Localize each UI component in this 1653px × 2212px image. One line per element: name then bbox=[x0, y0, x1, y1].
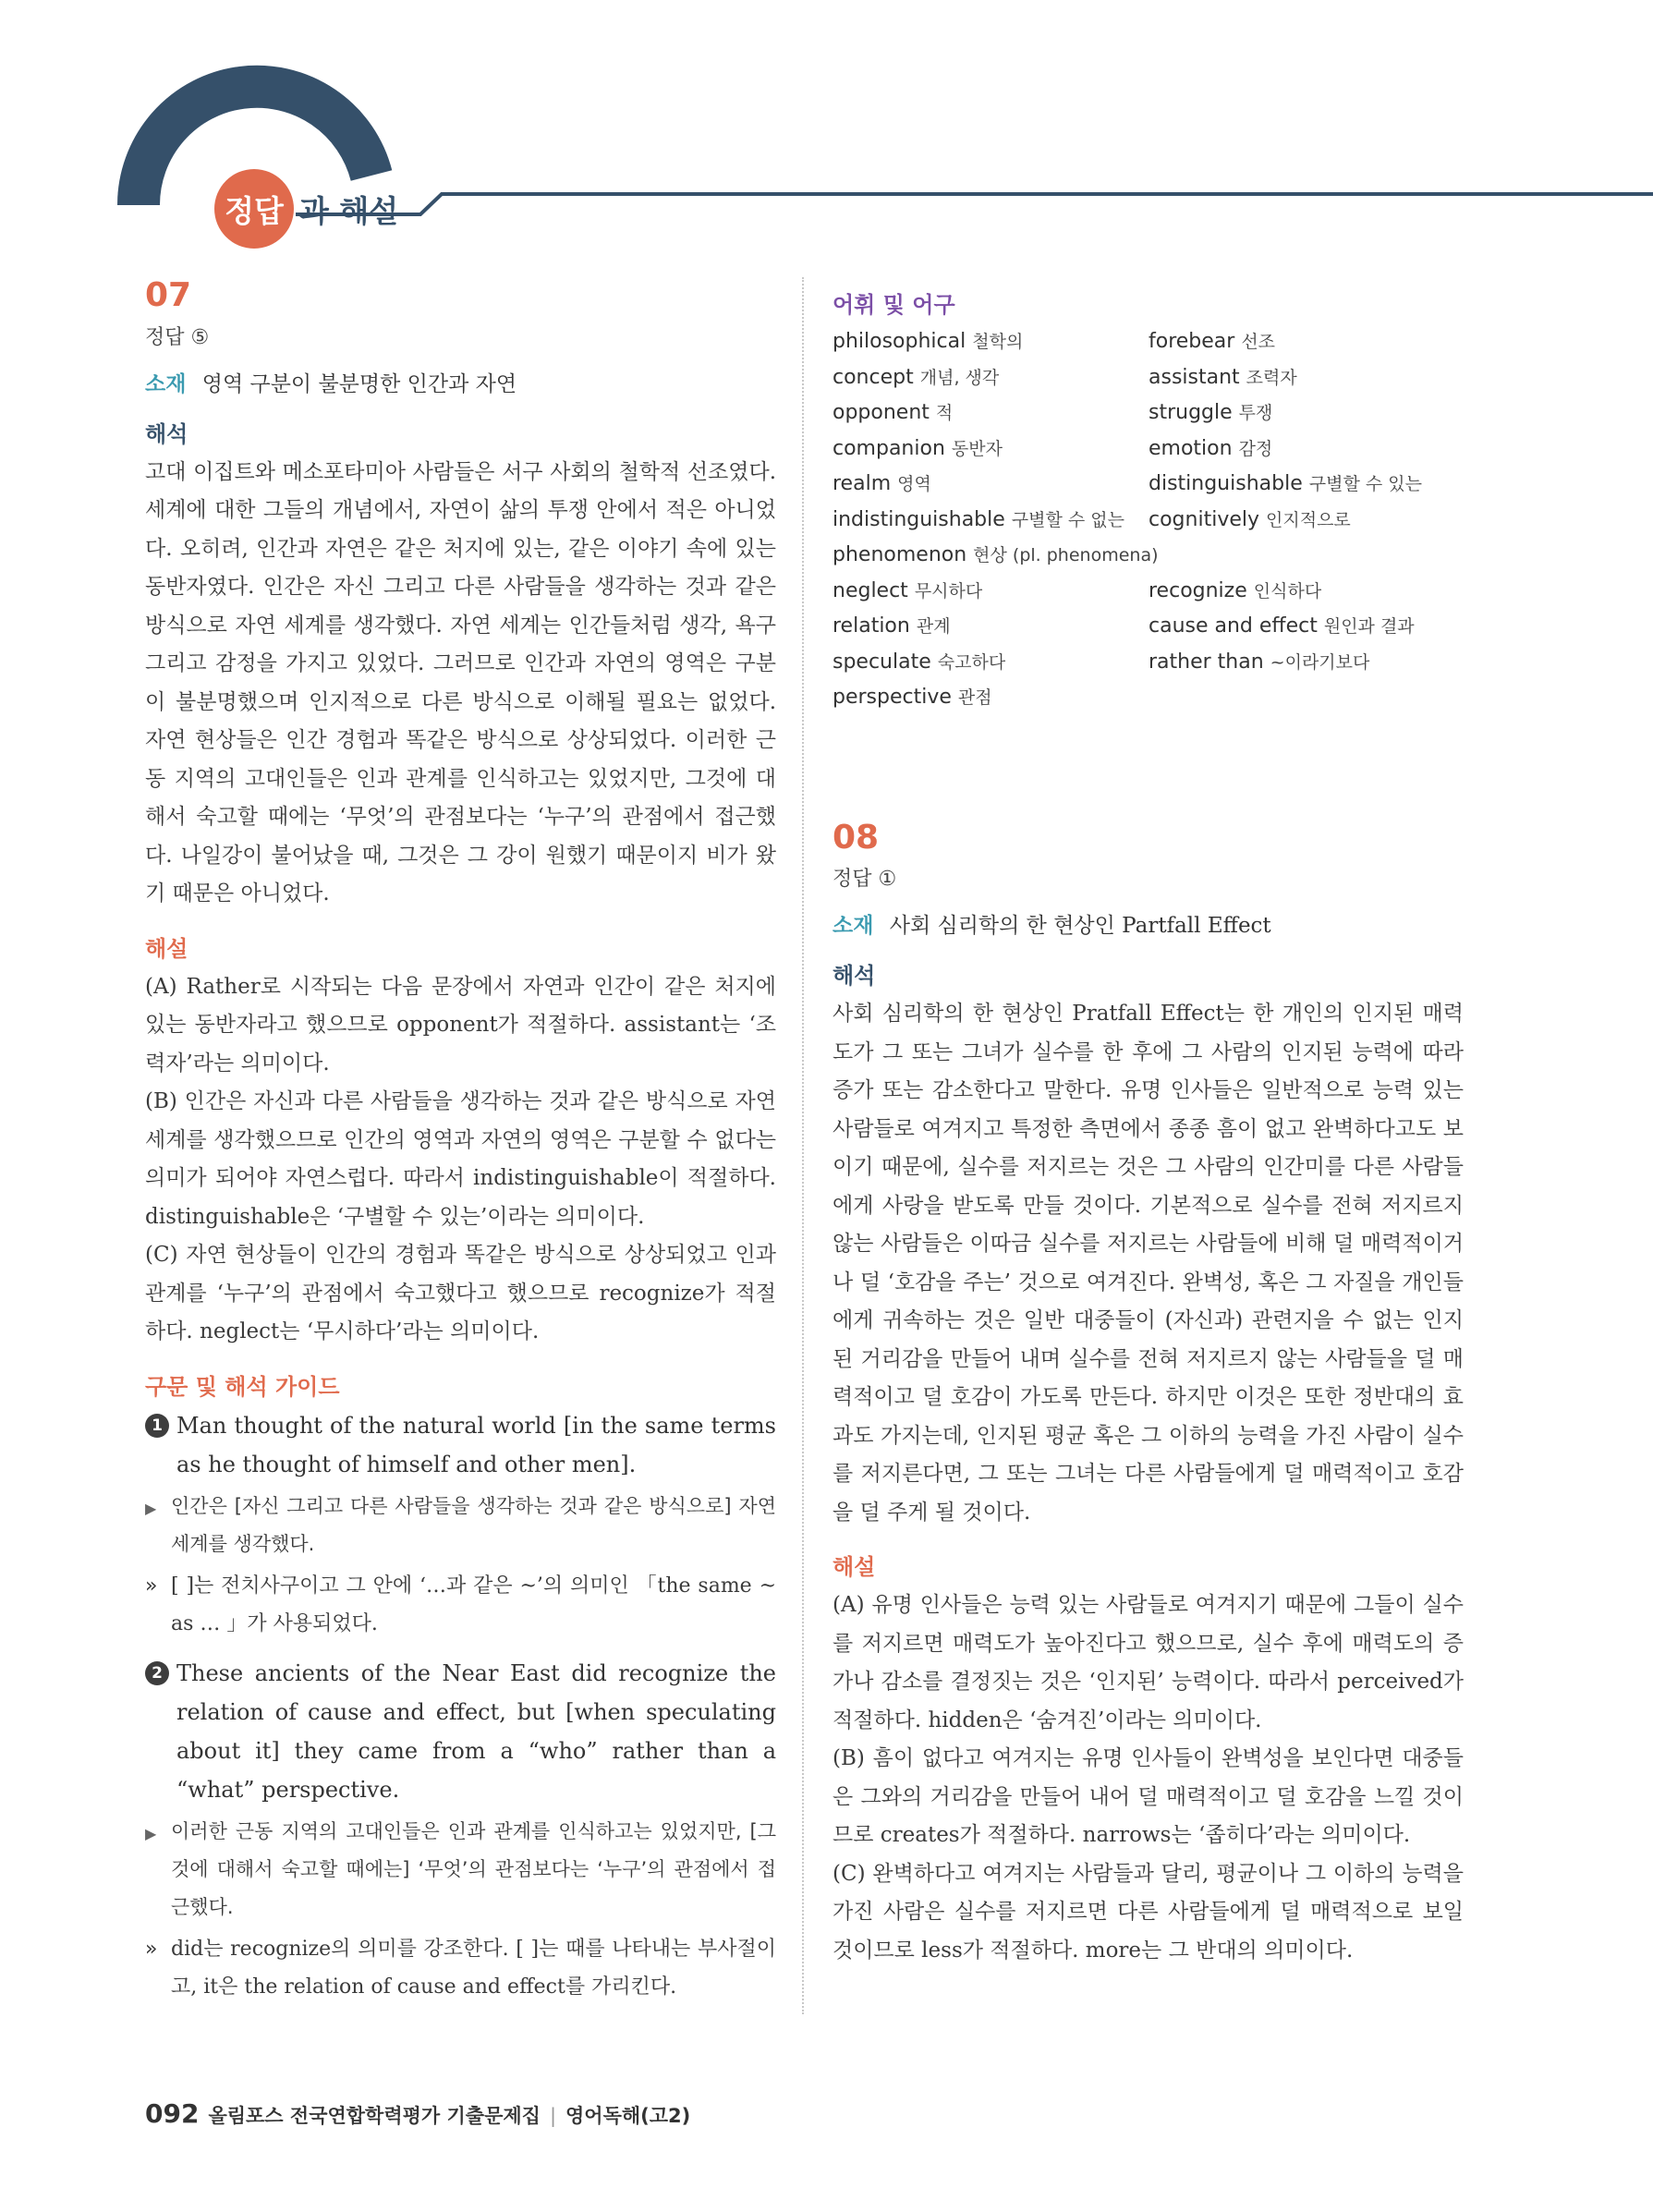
vocab-meaning: 영역 bbox=[897, 474, 931, 494]
page-header bbox=[0, 0, 1653, 240]
vocab-word: concept bbox=[833, 365, 914, 389]
explanation-b: (B) 인간은 자신과 다른 사람들을 생각하는 것과 같은 방식으로 자연 세계를 생각했으므로 인간의 영역과 자연의 영역은 구분할 수 없다는 의미가 되어야 자연스럽다. 따라서 indistinguishable이 적절하다. distinguishable은 ‘구별할 수 있는’이라는 의미이다. bbox=[145, 1089, 776, 1229]
vocab-meaning: 동반자 bbox=[951, 438, 1003, 459]
header-title-text: 과 해설 bbox=[299, 192, 399, 229]
explanation-title: 해설 bbox=[833, 1554, 876, 1581]
guide-title: 구문 및 해석 가이드 bbox=[145, 1373, 340, 1400]
footer-separator: | bbox=[549, 2105, 557, 2127]
vocab-item bbox=[1149, 324, 1464, 360]
explanation-a: (A) Rather로 시작되는 다음 문장에서 자연과 인간이 같은 처지에 있는 동반자라고 했으므로 opponent가 적절하다. assistant는 ‘조력자’라는 의미이다. bbox=[145, 974, 776, 1076]
question-number: 07 bbox=[145, 276, 192, 314]
vocab-item bbox=[833, 609, 1149, 645]
vocab-meaning: 숙고하다 bbox=[937, 651, 1006, 673]
topic-label: 소재 bbox=[833, 914, 874, 939]
vocab-word: speculate bbox=[833, 650, 931, 674]
vocab-word: emotion bbox=[1149, 436, 1233, 460]
guide-note-text-2: did는 recognize의 의미를 강조한다. [ ]는 때를 나타내는 부사절이고, it은 the relation of cause and effect를 가리킨다. bbox=[171, 1937, 776, 1999]
guide-translation-text-1: 인간은 [자신 그리고 다른 사람들을 생각하는 것과 같은 방식으로] 자연 세계를 생각했다. bbox=[171, 1494, 776, 1555]
vocab-meaning: 인식하다 bbox=[1253, 580, 1322, 602]
translation-title: 해석 bbox=[145, 420, 188, 447]
answer-line: 정답 ⑤ bbox=[145, 325, 210, 349]
vocab-item bbox=[1149, 360, 1464, 396]
vocab-item bbox=[833, 574, 1149, 610]
header-badge: 정답 bbox=[214, 169, 294, 249]
vocab-meaning: 적 bbox=[935, 403, 954, 423]
explanation-c: (C) 완벽하다고 여겨지는 사람들과 달리, 평균이나 그 이하의 능력을 가진 사람은 실수를 저지르면 다른 사람들에게 덜 매력적으로 보일 것이므로 less가 적절하다. more는 그 반대의 의미이다. bbox=[833, 1861, 1464, 1963]
double-chevron-icon: » bbox=[145, 1574, 158, 1598]
vocab-word: companion bbox=[833, 436, 945, 460]
vocab-word: distinguishable bbox=[1149, 472, 1303, 495]
translation-title: 해석 bbox=[833, 963, 876, 990]
vocab-meaning: 구별할 수 없는 bbox=[1011, 509, 1125, 530]
vocab-meaning: 관계 bbox=[916, 616, 951, 637]
guide-translation-2 bbox=[145, 1813, 776, 1926]
guide-english-2: These ancients of the Near East did recognize the relation of cause and effect, but [when speculating about it] they came from a “who” rather than a “what” perspective. bbox=[176, 1659, 776, 1803]
vocab-meaning: 원인과 결과 bbox=[1323, 616, 1415, 637]
vocab-item bbox=[1149, 431, 1464, 468]
vocab-item bbox=[833, 680, 1464, 716]
vocab-meaning: ~이라기보다 bbox=[1270, 651, 1370, 673]
vocab-item bbox=[833, 503, 1149, 539]
column-divider bbox=[802, 277, 804, 2014]
vocab-item bbox=[1149, 645, 1464, 681]
vocab-item bbox=[833, 538, 1464, 574]
guide-note-text-1: [ ]는 전치사구이고 그 안에 ‘…과 같은 ~’의 의미인 「the same ~ as … 」가 사용되었다. bbox=[171, 1574, 776, 1635]
guide-sentence-2 bbox=[145, 1654, 776, 1809]
vocab-item bbox=[833, 395, 1149, 431]
vocab-title: 어휘 및 어구 bbox=[833, 292, 955, 318]
guide-number-1: 1 bbox=[145, 1414, 169, 1438]
right-column bbox=[833, 277, 1464, 1970]
explanation-a: (A) 유명 인사들은 능력 있는 사람들로 여겨지기 때문에 그들이 실수를 저지르면 매력도가 높아진다고 했으므로, 실수 후에 매력도의 증가나 감소를 결정짓는 것은 ‘인지된’ 능력이다. 따라서 perceived가 적절하다. hidden은 ‘숨겨진’이라는 의미이다. bbox=[833, 1593, 1464, 1732]
guide-translation-1 bbox=[145, 1488, 776, 1563]
page-number: 092 bbox=[145, 2098, 200, 2129]
vocab-word: forebear bbox=[1149, 330, 1235, 353]
vocab-word: cause and effect bbox=[1149, 614, 1318, 638]
vocab-item bbox=[1149, 395, 1464, 431]
header-title bbox=[214, 169, 398, 249]
translation-text: 고대 이집트와 메소포타미아 사람들은 서구 사회의 철학적 선조였다. 세계에 대한 그들의 개념에서, 자연이 삶의 투쟁 안에서 적은 아니었다. 오히려, 인간과 자연은 같은 처지에 있는, 같은 이야기 속에 있는 동반자였다. 인간은 자신 그리고 다른 사람들을 생각하는 것과 같은 방식으로 자연 세계를 생각했다. 자연 세계는 인간들처럼 생각, 욕구 그리고 감정을 가지고 있었다. 그러므로 인간과 자연의 영역은 구분이 불분명했으며 인지적으로 다른 방식으로 이해될 필요는 없었다. 자연 현상들은 인간 경험과 똑같은 방식으로 상상되었다. 이러한 근동 지역의 고대인들은 인과 관계를 인식하고는 있었지만, 그것에 대해서 숙고할 때에는 ‘무엇’의 관점보다는 ‘누구’의 관점에서 접근했다. 나일강이 불어났을 때, 그것은 그 강이 원했기 때문이지 비가 왔기 때문은 아니었다. bbox=[145, 459, 776, 906]
subject-title: 영어독해(고2) bbox=[565, 2105, 691, 2127]
vocab-word: struggle bbox=[1149, 401, 1233, 424]
vocab-meaning: 감정 bbox=[1238, 438, 1273, 459]
vocab-item bbox=[1149, 467, 1464, 503]
vocab-word: recognize bbox=[1149, 578, 1247, 602]
vocab-item bbox=[1149, 609, 1464, 645]
vocab-item bbox=[833, 467, 1149, 503]
question-07 bbox=[145, 277, 776, 2006]
vocab-item bbox=[1149, 574, 1464, 610]
vocab-word: indistinguishable bbox=[833, 507, 1005, 531]
topic-label: 소재 bbox=[145, 371, 187, 396]
vocab-meaning: 투쟁 bbox=[1238, 403, 1273, 423]
triangle-icon: ▶ bbox=[145, 1499, 157, 1517]
vocab-meaning: 철학의 bbox=[972, 332, 1024, 352]
topic-line bbox=[833, 908, 1464, 939]
guide-sentence-1 bbox=[145, 1406, 776, 1484]
question-08 bbox=[833, 820, 1464, 1971]
topic-line bbox=[145, 367, 776, 397]
vocab-meaning: 선조 bbox=[1241, 332, 1276, 352]
vocab-word: philosophical bbox=[833, 330, 966, 353]
topic-text: 사회 심리학의 한 현상인 Partfall Effect bbox=[889, 914, 1271, 939]
vocab-word: rather than bbox=[1149, 650, 1264, 674]
vocab-meaning: 관점 bbox=[957, 687, 992, 708]
vocab-word: opponent bbox=[833, 401, 930, 424]
vocab-word: assistant bbox=[1149, 365, 1240, 389]
vocab-word: cognitively bbox=[1149, 507, 1260, 531]
vocab-list bbox=[833, 324, 1464, 716]
vocab-item bbox=[833, 431, 1149, 468]
translation-text: 사회 심리학의 한 현상인 Pratfall Effect는 한 개인의 인지된 매력도가 그 또는 그녀가 실수를 한 후에 그 사람의 인지된 능력에 따라 증가 또는 감소한다고 말한다. 유명 인사들은 일반적으로 능력 있는 사람들로 여겨지고 특정한 측면에서 종종 흠이 없고 완벽하다고도 보이기 때문에, 실수를 저지르는 것은 그 사람의 인간미를 다른 사람들에게 사랑을 받도록 만들 것이다. 기본적으로 실수를 전혀 저지르지 않는 사람들은 이따금 실수를 저지르는 사람들에 비해 덜 매력적이거나 덜 ‘호감을 주는’ 것으로 여겨진다. 완벽성, 혹은 그 자질을 개인들에게 귀속하는 것은 일반 대중들이 (자신과) 관련지을 수 없는 인지된 거리감을 만들어 내며 실수를 전혀 저지르지 않는 사람들을 덜 매력적이고 덜 호감이 가도록 만든다. 하지만 이것은 또한 정반대의 효과도 가지는데, 인지된 평균 혹은 그 이하의 능력을 가진 사람이 실수를 저지른다면, 그 또는 그녀는 다른 사람들에게 덜 매력적이고 호감을 덜 주게 될 것이다. bbox=[833, 1002, 1464, 1525]
explanation-b: (B) 흠이 없다고 여겨지는 유명 인사들이 완벽성을 보인다면 대중들은 그와의 거리감을 만들어 내어 덜 매력적이고 덜 호감을 느낄 것이므로 creates가 적절하다. narrows는 ‘좁히다’라는 의미이다. bbox=[833, 1746, 1464, 1848]
guide-number-2: 2 bbox=[145, 1661, 169, 1685]
vocab-item bbox=[1149, 503, 1464, 539]
guide-translation-text-2: 이러한 근동 지역의 고대인들은 인과 관계를 인식하고는 있었지만, [그것에 대해서 숙고할 때에는] ‘무엇’의 관점보다는 ‘누구’의 관점에서 접근했다. bbox=[171, 1819, 776, 1918]
guide-english-1: Man thought of the natural world [in the same terms as he thought of himself and other men]. bbox=[176, 1412, 776, 1477]
explanation-title: 해설 bbox=[145, 935, 188, 962]
vocab-item bbox=[833, 645, 1149, 681]
answer-line: 정답 ① bbox=[833, 868, 897, 892]
double-chevron-icon: » bbox=[145, 1937, 158, 1961]
vocab-word: neglect bbox=[833, 578, 908, 602]
triangle-icon: ▶ bbox=[145, 1824, 157, 1842]
guide-note-2 bbox=[145, 1930, 776, 2006]
vocab-word: relation bbox=[833, 614, 910, 638]
page-footer bbox=[145, 2098, 690, 2129]
vocab-meaning: 무시하다 bbox=[914, 580, 983, 602]
vocab-word: realm bbox=[833, 472, 892, 495]
vocab-item bbox=[833, 324, 1149, 360]
vocab-word: perspective bbox=[833, 686, 952, 709]
vocab-meaning: 인지적으로 bbox=[1266, 509, 1351, 530]
guide-note-1 bbox=[145, 1567, 776, 1643]
topic-text: 영역 구분이 불분명한 인간과 자연 bbox=[201, 371, 517, 396]
vocab-meaning: 구별할 수 있는 bbox=[1308, 474, 1422, 494]
explanation-c: (C) 자연 현상들이 인간의 경험과 똑같은 방식으로 상상되었고 인과 관계를 ‘누구’의 관점에서 숙고했다고 했으므로 recognize가 적절하다. neglect는 ‘무시하다’라는 의미이다. bbox=[145, 1243, 776, 1344]
vocab-word: phenomenon bbox=[833, 543, 967, 566]
book-title: 올림포스 전국연합학력평가 기출문제집 bbox=[208, 2105, 541, 2127]
vocab-meaning: 현상 (pl. phenomena) bbox=[973, 545, 1159, 565]
question-number: 08 bbox=[833, 818, 880, 857]
vocab-meaning: 조력자 bbox=[1246, 367, 1297, 388]
vocab-meaning: 개념, 생각 bbox=[919, 367, 1000, 388]
vocab-item bbox=[833, 360, 1149, 396]
